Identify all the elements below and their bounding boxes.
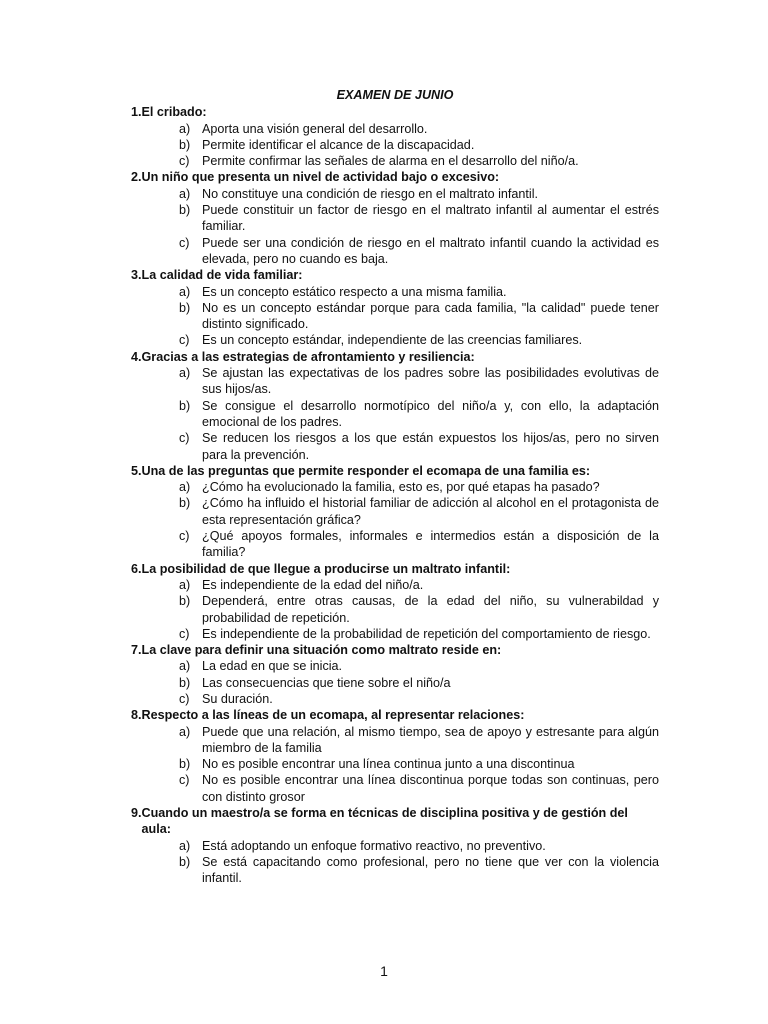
answer-option <box>131 838 659 854</box>
question-number: 7. <box>131 643 142 658</box>
question-heading <box>131 169 659 185</box>
option-list <box>131 479 659 560</box>
answer-option <box>131 724 659 757</box>
option-list <box>131 365 659 463</box>
answer-option <box>131 202 659 235</box>
question-heading <box>131 267 659 283</box>
option-text: Es independiente de la edad del niño/a. <box>202 577 424 592</box>
answer-option <box>131 365 659 398</box>
question-number: 3. <box>131 268 142 283</box>
answer-option <box>131 153 659 169</box>
option-list <box>131 724 659 805</box>
question-number: 8. <box>131 708 142 723</box>
option-text: Está adoptando un enfoque formativo reactivo, no preventivo. <box>202 838 546 853</box>
option-text: Se reducen los riesgos a los que están expuestos los hijos/as, pero no sirven para la prevención. <box>202 431 659 462</box>
exam-content <box>131 87 659 887</box>
option-text: No es posible encontrar una línea continua junto a una discontinua <box>202 757 575 772</box>
answer-option <box>131 121 659 137</box>
option-letter: b) <box>179 300 191 315</box>
question-7 <box>131 642 659 707</box>
option-text: ¿Qué apoyos formales, informales e intermedios están a disposición de la familia? <box>202 529 659 560</box>
option-letter: c) <box>179 235 190 250</box>
question-list <box>131 104 659 886</box>
question-number: 2. <box>131 170 142 185</box>
question-9 <box>131 805 659 886</box>
answer-option <box>131 658 659 674</box>
question-heading <box>131 561 659 577</box>
question-5 <box>131 463 659 561</box>
answer-option <box>131 593 659 626</box>
question-text: El cribado: <box>141 105 207 120</box>
question-text: Un niño que presenta un nivel de actividad bajo o excesivo: <box>141 170 500 185</box>
question-text: Una de las preguntas que permite responder el ecomapa de una familia es: <box>141 463 591 478</box>
question-6 <box>131 561 659 642</box>
option-text: Permite identificar el alcance de la discapacidad. <box>202 137 475 152</box>
option-letter: a) <box>179 480 191 495</box>
option-text: No constituye una condición de riesgo en el maltrato infantil. <box>202 186 539 201</box>
answer-option <box>131 577 659 593</box>
answer-option <box>131 495 659 528</box>
option-list <box>131 186 659 267</box>
option-text: Las consecuencias que tiene sobre el niño/a <box>202 675 451 690</box>
option-letter: a) <box>179 659 191 674</box>
option-letter: b) <box>179 675 191 690</box>
answer-option <box>131 398 659 431</box>
answer-option <box>131 479 659 495</box>
option-letter: c) <box>179 626 190 641</box>
option-text: Su duración. <box>202 691 273 706</box>
question-heading <box>131 707 659 723</box>
option-text: Permite confirmar las señales de alarma en el desarrollo del niño/a. <box>202 154 579 169</box>
page-number: 1 <box>380 963 388 979</box>
option-letter: a) <box>179 121 191 136</box>
question-8 <box>131 707 659 805</box>
question-heading <box>131 805 659 838</box>
answer-option <box>131 756 659 772</box>
question-text: La clave para definir una situación como maltrato reside en: <box>141 643 502 658</box>
option-text: Dependerá, entre otras causas, de la edad del niño, su vulnerabildad y probabilidad de repetición. <box>202 594 659 625</box>
question-3 <box>131 267 659 348</box>
option-text: La edad en que se inicia. <box>202 659 343 674</box>
question-text: La calidad de vida familiar: <box>141 268 303 283</box>
question-heading <box>131 349 659 365</box>
answer-option <box>131 772 659 805</box>
question-heading <box>131 642 659 658</box>
option-letter: a) <box>179 186 191 201</box>
option-letter: b) <box>179 398 191 413</box>
option-list <box>131 838 659 887</box>
option-text: Se ajustan las expectativas de los padres sobre las posibilidades evolutivas de sus hijos/as. <box>202 366 659 397</box>
question-text: Cuando un maestro/a se forma en técnicas de disciplina positiva y de gestión del aula: <box>141 806 628 837</box>
option-letter: c) <box>179 691 190 706</box>
question-text: Gracias a las estrategias de afrontamiento y resiliencia: <box>141 349 475 364</box>
option-letter: a) <box>179 284 191 299</box>
answer-option <box>131 186 659 202</box>
question-4 <box>131 349 659 463</box>
question-number: 9. <box>131 806 142 821</box>
option-list <box>131 121 659 170</box>
option-letter: b) <box>179 757 191 772</box>
answer-option <box>131 528 659 561</box>
answer-option <box>131 626 659 642</box>
option-text: No es un concepto estándar porque para cada familia, "la calidad" puede tener distinto significado. <box>202 300 659 332</box>
option-letter: a) <box>179 724 191 739</box>
answer-option <box>131 235 659 268</box>
option-list <box>131 658 659 707</box>
option-letter: b) <box>179 137 191 152</box>
option-letter: c) <box>179 333 190 348</box>
answer-option <box>131 430 659 463</box>
option-letter: b) <box>179 854 191 869</box>
question-heading <box>131 104 659 120</box>
option-text: ¿Cómo ha evolucionado la familia, esto es, por qué etapas ha pasado? <box>202 480 600 495</box>
question-2 <box>131 169 659 267</box>
question-number: 6. <box>131 561 142 576</box>
exam-title: EXAMEN DE JUNIO <box>336 88 454 102</box>
option-text: Puede que una relación, al mismo tiempo, sea de apoyo y estresante para algún miembro de la familia <box>202 724 659 755</box>
option-letter: c) <box>179 431 190 446</box>
option-letter: a) <box>179 366 191 381</box>
answer-option <box>131 691 659 707</box>
option-text: Es un concepto estándar, independiente de las creencias familiares. <box>202 333 583 348</box>
answer-option <box>131 332 659 348</box>
option-letter: b) <box>179 496 191 511</box>
option-text: Se está capacitando como profesional, pero no tiene que ver con la violencia infantil. <box>202 854 659 886</box>
option-text: Aporta una visión general del desarrollo. <box>202 121 428 136</box>
answer-option <box>131 854 659 887</box>
option-text: Se consigue el desarrollo normotípico del niño/a y, con ello, la adaptación emocional de los padres. <box>202 398 659 429</box>
option-text: Es independiente de la probabilidad de repetición del comportamiento de riesgo. <box>202 626 651 641</box>
option-text: Puede ser una condición de riesgo en el maltrato infantil cuando la actividad es elevada, pero no cuando es baja. <box>202 235 659 266</box>
answer-option <box>131 137 659 153</box>
question-text: Respecto a las líneas de un ecomapa, al representar relaciones: <box>141 708 525 723</box>
answer-option <box>131 300 659 333</box>
option-text: No es posible encontrar una línea discontinua porque todas son continuas, pero con distinto grosor <box>202 773 659 804</box>
option-text: Puede constituir un factor de riesgo en el maltrato infantil al aumentar el estrés familiar. <box>202 203 659 234</box>
option-list <box>131 284 659 349</box>
question-number: 4. <box>131 349 142 364</box>
answer-option <box>131 284 659 300</box>
answer-option <box>131 675 659 691</box>
question-text: La posibilidad de que llegue a producirse un maltrato infantil: <box>141 561 511 576</box>
question-1 <box>131 104 659 169</box>
option-letter: b) <box>179 594 191 609</box>
question-heading <box>131 463 659 479</box>
option-letter: a) <box>179 577 191 592</box>
option-list <box>131 577 659 642</box>
option-text: Es un concepto estático respecto a una misma familia. <box>202 284 507 299</box>
question-number: 5. <box>131 463 142 478</box>
option-letter: b) <box>179 203 191 218</box>
option-letter: c) <box>179 529 190 544</box>
option-letter: c) <box>179 773 190 788</box>
option-letter: c) <box>179 154 190 169</box>
option-letter: a) <box>179 838 191 853</box>
question-number: 1. <box>131 105 142 120</box>
option-text: ¿Cómo ha influido el historial familiar de adicción al alcohol en el protagonista de esta representación gráfica? <box>202 496 659 527</box>
